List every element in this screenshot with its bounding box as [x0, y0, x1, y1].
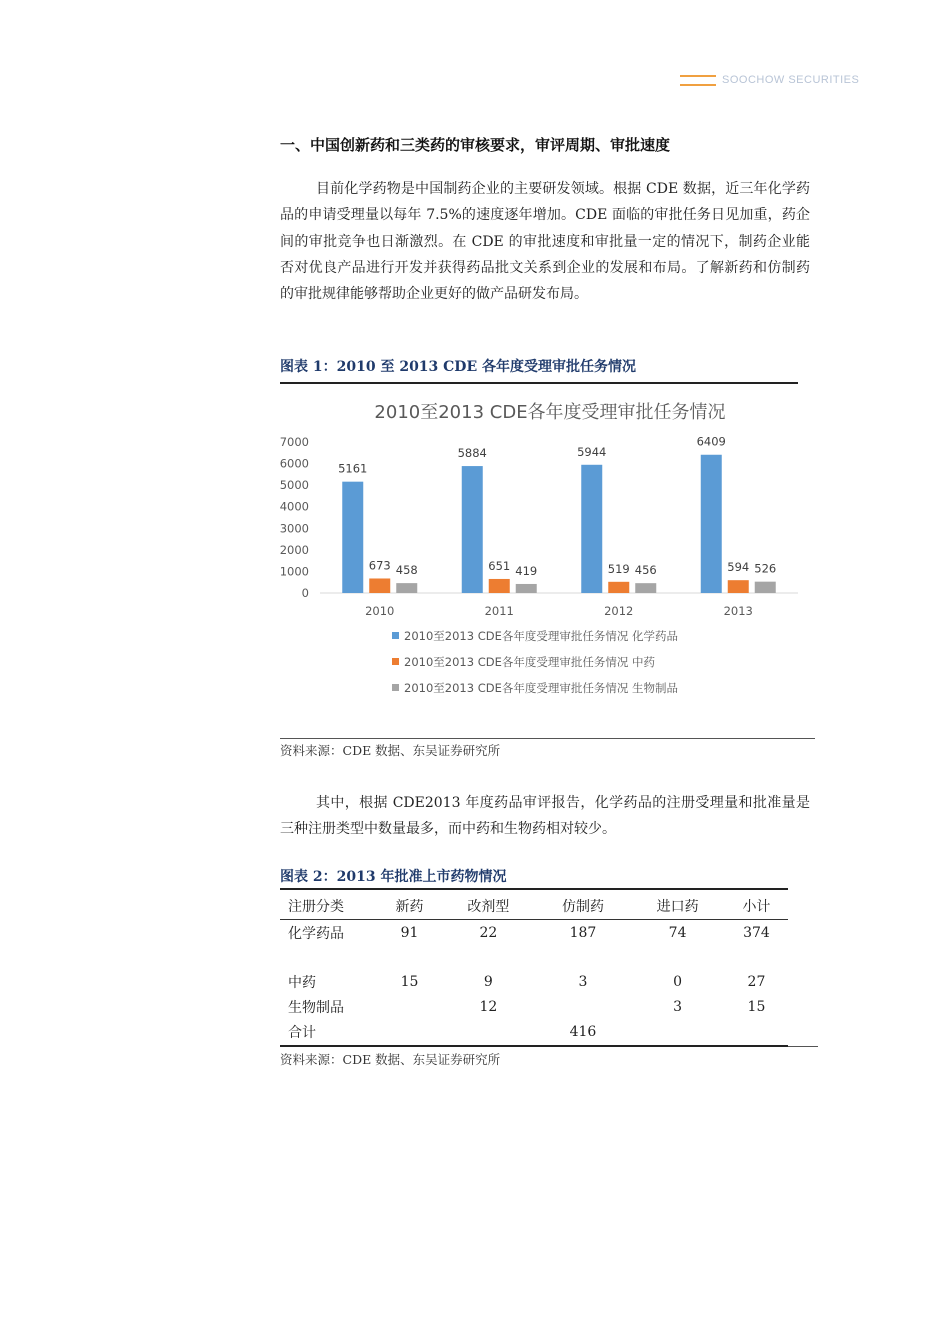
- table-cell: 15: [747, 998, 766, 1015]
- header-cell: 注册分类: [280, 892, 378, 920]
- bar: [462, 466, 483, 593]
- header-cell: 新药: [378, 892, 441, 920]
- table-cell: 22: [479, 924, 498, 941]
- bar: [755, 582, 776, 593]
- bar: [342, 482, 363, 593]
- table-cell: 合计: [288, 1024, 316, 1041]
- y-tick-label: 3000: [280, 521, 309, 536]
- y-tick-label: 0: [301, 586, 309, 600]
- figure2-bottom-rule-thin: [788, 1046, 818, 1047]
- data-label: 5161: [338, 461, 368, 476]
- bar: [396, 583, 417, 593]
- table-cell: [441, 1019, 536, 1044]
- table-cell: 91: [400, 924, 419, 941]
- bar-chart-svg: [280, 390, 815, 720]
- table-cell: [630, 1019, 725, 1044]
- legend-label: 2010至2013 CDE各年度受理审批任务情况 化学药品: [404, 629, 678, 643]
- table-cell: 27: [747, 973, 766, 990]
- data-label: 458: [395, 563, 418, 578]
- table-row: [280, 994, 788, 1019]
- table-cell: 3: [578, 973, 588, 990]
- figure2-caption: 图表 2：2013 年批准上市药物情况: [280, 869, 507, 885]
- table-cell: 374: [743, 924, 770, 941]
- chart-title: 2010至2013 CDE各年度受理审批任务情况: [374, 402, 726, 423]
- data-label: 526: [754, 561, 777, 576]
- bar-chart: [280, 390, 815, 720]
- figure1-caption: 图表 1：2010 至 2013 CDE 各年度受理审批任务情况: [280, 359, 636, 375]
- table-cell: [725, 1019, 788, 1044]
- bar: [635, 583, 656, 593]
- brand-mark-icon: [680, 75, 716, 86]
- table-cell: 15: [400, 973, 419, 990]
- bar: [489, 579, 510, 593]
- data-label: 519: [607, 561, 630, 576]
- table-cell: 3: [673, 998, 683, 1015]
- table-cell: 187: [569, 924, 597, 941]
- data-label: 651: [488, 558, 511, 573]
- legend-label: 2010至2013 CDE各年度受理审批任务情况 中药: [404, 655, 655, 669]
- table-cell: 中药: [288, 974, 316, 991]
- table-cell: 0: [673, 973, 683, 990]
- table-cell: 12: [479, 998, 498, 1015]
- table-row: [280, 920, 788, 946]
- figure1-bottom-rule: [280, 738, 815, 739]
- bar: [581, 465, 602, 593]
- table-cell: 生物制品: [288, 999, 344, 1016]
- table-cell: 化学药品: [288, 925, 344, 942]
- bar: [608, 582, 629, 593]
- y-tick-label: 5000: [280, 478, 309, 493]
- table-cell: 9: [483, 973, 493, 990]
- table-cell: 74: [668, 924, 687, 941]
- legend-swatch: [392, 632, 399, 639]
- table-cell: [378, 994, 441, 1019]
- header-cell: 小计: [725, 892, 788, 920]
- approval-table: [280, 892, 788, 1044]
- data-label: 6409: [696, 434, 726, 449]
- summary-paragraph: 其中，根据 CDE2013 年度药品审评报告，化学药品的注册受理量和批准量是三种注册类型中数量最多，而中药和生物药相对较少。: [280, 795, 810, 838]
- figure1-top-rule: [280, 382, 798, 384]
- data-label: 594: [727, 560, 750, 575]
- table-cell: [536, 994, 631, 1019]
- brand-name: SOOCHOW SECURITIES: [722, 74, 860, 86]
- y-tick-label: 1000: [280, 564, 309, 579]
- figure2-bottom-rule: [280, 1045, 788, 1047]
- legend-swatch: [392, 658, 399, 665]
- header-cell: 改剂型: [441, 892, 536, 920]
- data-label: 419: [515, 563, 538, 578]
- bar: [728, 580, 749, 593]
- table-row: [280, 969, 788, 994]
- header-cell: 进口药: [630, 892, 725, 920]
- y-tick-label: 7000: [280, 435, 309, 449]
- data-label: 5944: [577, 444, 607, 459]
- x-tick-label: 2013: [723, 604, 753, 618]
- y-tick-label: 6000: [280, 456, 309, 471]
- bar: [516, 584, 537, 593]
- data-label: 456: [634, 563, 657, 578]
- data-label: 673: [368, 558, 391, 573]
- intro-paragraph: 目前化学药物是中国制药企业的主要研发领域。根据 CDE 数据，近三年化学药品的申请受理量以每年 7.5%的速度逐年增加。CDE 面临的审批任务日见加重，药企间的审批竞争也日渐激烈。在 CDE 的审批速度和审批量一定的情况下，制药企业能否对优良产品进行开发并获得药品批文关系到企业的发展和布局。了解新药和仿制药的审批规律能够帮助企业更好的做产品研发布局。: [280, 181, 810, 303]
- y-tick-label: 4000: [280, 499, 309, 514]
- table-spacer-row: [280, 945, 788, 969]
- table-cell: [378, 1019, 441, 1044]
- figure1-source: 资料来源：CDE 数据、东吴证券研究所: [280, 743, 501, 758]
- figure2-source: 资料来源：CDE 数据、东吴证券研究所: [280, 1052, 501, 1067]
- figure2-top-rule: [280, 888, 788, 890]
- data-label: 5884: [457, 446, 487, 461]
- y-tick-label: 2000: [280, 542, 309, 557]
- x-tick-label: 2011: [484, 604, 514, 618]
- header-cell: 仿制药: [536, 892, 631, 920]
- bar: [369, 578, 390, 593]
- x-tick-label: 2010: [365, 604, 395, 618]
- legend-label: 2010至2013 CDE各年度受理审批任务情况 生物制品: [404, 681, 678, 695]
- section-heading: 一、中国创新药和三类药的审核要求，审评周期、审批速度: [280, 136, 671, 154]
- table-total-row: [280, 1019, 788, 1044]
- legend-swatch: [392, 684, 399, 691]
- x-tick-label: 2012: [604, 604, 634, 618]
- table-cell: 416: [569, 1023, 597, 1040]
- bar: [701, 455, 722, 593]
- brand-logo: [680, 74, 859, 86]
- table-header-row: [280, 892, 788, 920]
